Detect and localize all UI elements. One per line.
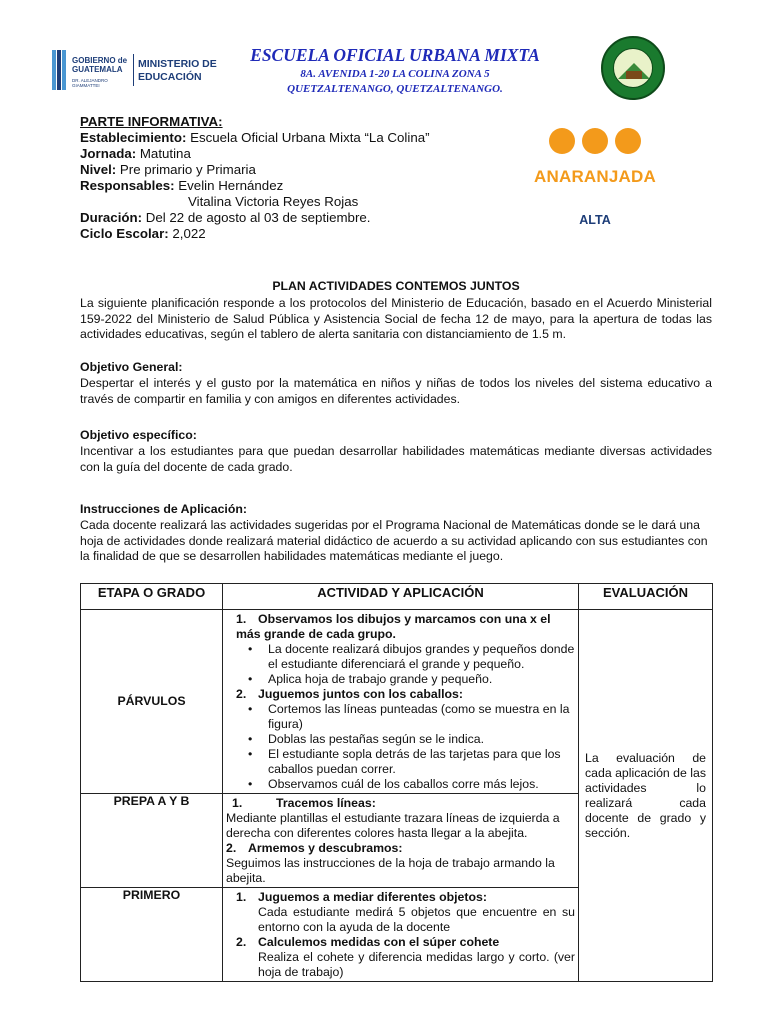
table-row	[81, 610, 713, 794]
specific-objective-title: Objetivo específico:	[80, 428, 197, 442]
list-item-text: Cada estudiante medirá 5 objetos que encuentre en su entorno con la ayuda de la docente	[258, 905, 575, 934]
info-row: Ciclo Escolar: 2,022	[80, 226, 206, 241]
list-item-text: Seguimos las instrucciones de la hoja de trabajo armando la abejita.	[226, 856, 555, 885]
info-title: PARTE INFORMATIVA:	[80, 114, 223, 129]
gob-line2: GUATEMALA	[72, 65, 123, 74]
info-row: Duración: Del 22 de agosto al 03 de septiembre.	[80, 210, 371, 225]
gob-line1: GOBIERNO de	[72, 56, 128, 65]
plan-title: PLAN ACTIVIDADES CONTEMOS JUNTOS	[272, 279, 520, 293]
alert-level: ALTA	[579, 213, 611, 227]
logo-divider	[133, 54, 134, 86]
stage-prepa: PREPA A Y B	[81, 794, 223, 888]
school-seal-icon	[601, 36, 665, 100]
list-item: • Aplica hoja de trabajo grande y pequeño.	[226, 672, 575, 687]
list-item: 1. Observamos los dibujos y marcamos con una x el más grande de cada grupo.	[236, 612, 551, 641]
activity-prepa	[223, 794, 579, 888]
list-item: 2. Calculemos medidas con el súper cohete	[236, 935, 500, 949]
list-item: 2. Armemos y descubramos:	[226, 841, 403, 855]
list-item: 1. Juguemos a mediar diferentes objetos:	[236, 890, 487, 904]
list-item-text: Mediante plantillas el estudiante trazara líneas de izquierda a derecha con diferentes colores hasta llegar a la abejita.	[226, 811, 560, 840]
general-objective-text: Despertar el interés y el gusto por la matemática en niños y niñas de todos los niveles del sistema educativo a través de compartir en familia y con amigos en diferentes actividades.	[80, 376, 712, 406]
list-item: • Observamos cuál de los caballos corre más lejos.	[226, 777, 575, 792]
evaluation-cell: La evaluación de cada aplicación de las actividades lo realizará cada docente de grado y sección.	[579, 610, 713, 982]
info-row: Nivel: Pre primario y Primaria	[80, 162, 256, 177]
activity-parvulos	[223, 610, 579, 794]
plan-intro: La siguiente planificación responde a los protocolos del Ministerio de Educación, basado en el Acuerdo Ministerial 159-2022 del Ministerio de Salud Pública y Asistencia Social de fecha 12 de mayo, para la apertura de todas las actividades educativas, según el tablero de alerta sanitaria con distanciamiento de 1.5 m.	[80, 296, 712, 341]
info-responsable-2: Vitalina Victoria Reyes Rojas	[188, 194, 359, 209]
info-row: Responsables: Evelin Hernández	[80, 178, 284, 193]
general-objective-title: Objetivo General:	[80, 360, 183, 374]
guatemala-flag-icon	[52, 50, 66, 90]
address-line-2: QUETZALTENANGO, QUETZALTENANGO.	[287, 82, 503, 95]
school-address	[220, 67, 570, 96]
school-name: ESCUELA OFICIAL URBANA MIXTA	[250, 45, 540, 65]
address-line-1: 8A. AVENIDA 1-20 LA COLINA ZONA 5	[300, 68, 490, 80]
stage-primero: PRIMERO	[81, 888, 223, 982]
list-item: • Cortemos las líneas punteadas (como se muestra en la figura)	[226, 702, 575, 732]
specific-objective-text: Incentivar a los estudiantes para que puedan desarrollar habilidades matemáticas mediante diversas actividades con la guía del docente de cada grado.	[80, 444, 712, 474]
activities-table	[80, 583, 713, 982]
gob-sub: DR. ALEJANDRO GIAMMATTEI	[72, 78, 108, 88]
alert-color: ANARANJADA	[534, 167, 656, 186]
stage-parvulos: PÁRVULOS	[81, 610, 223, 794]
list-item: • La docente realizará dibujos grandes y pequeños donde el estudiante diferenciará el grande y pequeño.	[226, 642, 575, 672]
ministry-name: MINISTERIO DE EDUCACIÓN	[138, 58, 217, 83]
header-evaluation: EVALUACIÓN	[579, 584, 713, 610]
alert-badge	[524, 128, 666, 232]
activity-primero	[223, 888, 579, 982]
list-item: 2. Juguemos juntos con los caballos:	[236, 687, 463, 701]
alert-dots-icon	[549, 128, 641, 156]
instructions-text: Cada docente realizará las actividades sugeridas por el Programa Nacional de Matemáticas donde se le dará una hoja de actividades donde realizará material didáctico de acuerdo a su actividad aplicando con sus estudiantes con la finalidad de que se desarrollen habilidades matemáticas mediante el juego.	[80, 518, 708, 563]
list-item: 1. Tracemos líneas:	[232, 796, 376, 810]
table-header-row	[81, 584, 713, 610]
list-item: • El estudiante sopla detrás de las tarjetas para que los caballos puedan correr.	[226, 747, 575, 777]
info-section	[80, 114, 500, 242]
list-item: • Doblas las pestañas según se le indica.	[226, 732, 575, 747]
gobierno-logo	[52, 46, 217, 96]
list-item-text: Realiza el cohete y diferencia medidas largo y corto. (ver hoja de trabajo)	[258, 950, 575, 979]
info-row: Establecimiento: Escuela Oficial Urbana Mixta “La Colina”	[80, 130, 430, 145]
header-activity: ACTIVIDAD Y APLICACIÓN	[223, 584, 579, 610]
info-row: Jornada: Matutina	[80, 146, 191, 161]
instructions-title: Instrucciones de Aplicación:	[80, 502, 247, 516]
header-stage: ETAPA O GRADO	[81, 584, 223, 610]
